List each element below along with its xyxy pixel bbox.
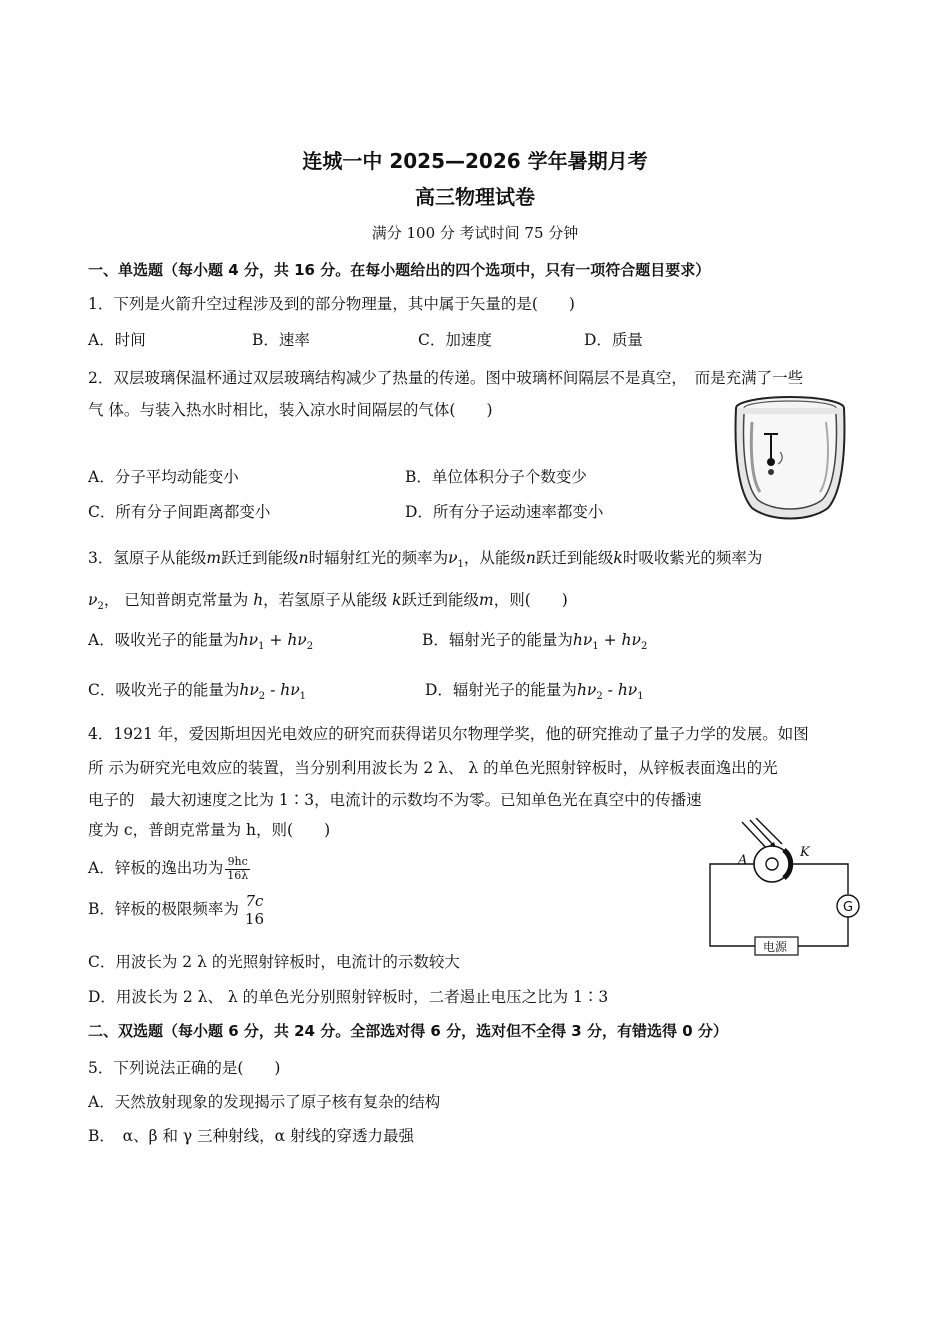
q3-operator: + — [264, 631, 288, 649]
q1-option-c: C．加速度 — [418, 331, 492, 349]
question-4-stem-line4: 度为 c，普朗克常量为 h，则( ) — [88, 821, 331, 839]
q2-option-b: B．单位体积分子个数变少 — [405, 468, 587, 486]
q3-option-a — [88, 628, 313, 652]
q3-text: 跃迁到能级 — [221, 549, 299, 567]
question-1-stem: 1．下列是火箭升空过程涉及到的部分物理量，其中属于矢量的是( ) — [88, 295, 575, 313]
q3-hv: hν — [617, 681, 638, 699]
q3-var-k: k — [392, 591, 402, 609]
q2-option-c: C．所有分子间距离都变小 — [88, 503, 271, 521]
q3-nu-symbol: ν — [88, 591, 98, 609]
q3-text: 跃迁到能级 — [401, 591, 480, 609]
q3-option-text: B．辐射光子的能量为 — [422, 631, 573, 649]
exam-subtitle: 高三物理试卷 — [415, 185, 535, 209]
q3-var-h: h — [253, 591, 264, 609]
q3-hv: hν — [280, 681, 300, 699]
question-5-stem: 5．下列说法正确的是( ) — [88, 1059, 281, 1077]
q3-var-m: m — [479, 591, 494, 609]
q3-hv: hν — [621, 631, 641, 649]
q4-option-d: D．用波长为 2 λ、 λ 的单色光分别照射锌板时，二者遏止电压之比为 1∶3 — [88, 988, 609, 1006]
question-3-stem-line1 — [88, 546, 762, 570]
q3-option-d — [425, 678, 644, 702]
q3-var-n: n — [298, 549, 309, 567]
q4-option-c: C．用波长为 2 λ 的光照射锌板时，电流计的示数较大 — [88, 953, 460, 971]
q3-formula — [238, 631, 314, 653]
q3-subscript: 2 — [97, 601, 104, 613]
figure-label-a: A — [738, 853, 748, 868]
q3-hv: hν — [238, 631, 259, 649]
q3-hv: hν — [287, 631, 307, 649]
q3-var-k: k — [613, 549, 623, 567]
q3-option-c — [88, 678, 306, 702]
q3-var-m: m — [206, 549, 222, 567]
power-source-label: 电源 — [763, 940, 788, 954]
q3-operator: + — [598, 631, 622, 649]
q3-subscript: 1 — [299, 691, 307, 703]
question-4-stem-line2: 所 示为研究光电效应的装置，当分别利用波长为 2 λ、 λ 的单色光照射锌板时，从锌板表面逸出的光 — [88, 759, 778, 777]
q3-var-n: n — [525, 549, 536, 567]
q4-option-text: B．锌板的极限频率为 — [88, 900, 239, 918]
q3-hv: hν — [239, 681, 259, 699]
q3-formula — [239, 681, 307, 703]
q4-option-text: A．锌板的逸出功为 — [88, 859, 224, 877]
q3-option-b — [422, 628, 647, 652]
exam-meta: 满分 100 分 考试时间 75 分钟 — [371, 224, 579, 242]
q2-option-d: D．所有分子运动速率都变小 — [405, 503, 604, 521]
q3-text: 3．氢原子从能级 — [88, 549, 207, 567]
question-3-stem-line2 — [88, 588, 568, 612]
q3-subscript: 1 — [592, 641, 599, 653]
photoelectric-circuit-figure — [700, 818, 860, 958]
fraction-denominator: 16λ — [227, 868, 249, 882]
section-heading-single-choice: 一、单选题（每小题 4 分，共 16 分。在每小题给出的四个选项中，只有一项符合题目要求） — [88, 261, 711, 279]
q5-option-a: A．天然放射现象的发现揭示了原子核有复杂的结构 — [88, 1093, 441, 1111]
q3-text: ， 已知普朗克常量为 — [103, 591, 249, 609]
question-4-stem-line3: 电子的 最大初速度之比为 1∶3，电流计的示数均不为零。已知单色光在真空中的传播速 — [88, 791, 702, 809]
q3-subscript: 2 — [640, 641, 648, 653]
q3-text: ，从能级 — [463, 549, 526, 567]
question-2-stem-line1: 2．双层玻璃保温杯通过双层玻璃结构减少了热量的传递。图中玻璃杯间隔层不是真空， 而是充满了一些 — [88, 369, 804, 387]
q1-option-a: A．时间 — [88, 331, 146, 349]
q3-option-text: C．吸收光子的能量为 — [88, 681, 240, 699]
q3-operator: - — [265, 681, 281, 699]
q3-option-text: A．吸收光子的能量为 — [88, 631, 239, 649]
question-2-stem-line2: 气 体。与装入热水时相比，装入凉水时间隔层的气体( ) — [88, 401, 493, 419]
q3-subscript: 2 — [306, 641, 314, 653]
q3-text: 时吸收紫光的频率为 — [622, 549, 763, 567]
q5-option-b: B． α、β 和 γ 三种射线，α 射线的穿透力最强 — [88, 1127, 415, 1145]
figure-label-k: K — [800, 845, 810, 860]
q3-subscript: 1 — [457, 559, 464, 571]
q1-option-d: D．质量 — [584, 331, 643, 349]
q3-subscript: 2 — [596, 691, 603, 703]
q3-option-text: D．辐射光子的能量为 — [425, 681, 577, 699]
q3-formula — [572, 631, 648, 653]
q3-hv: hν — [576, 681, 597, 699]
exam-title: 连城一中 2025—2026 学年暑期月考 — [302, 149, 648, 173]
fraction-numerator: 9hc — [225, 856, 250, 869]
q3-nu1 — [448, 549, 464, 571]
q3-text: ，则( ) — [493, 591, 568, 609]
q3-text: 时辐射红光的频率为 — [308, 549, 449, 567]
galvanometer-label: G — [843, 900, 854, 915]
question-4-stem-line1: 4．1921 年，爱因斯坦因光电效应的研究而获得诺贝尔物理学奖，他的研究推动了量子力学的发展。如图 — [88, 725, 809, 743]
q3-subscript: 1 — [258, 641, 265, 653]
q3-operator: - — [602, 681, 618, 699]
q4-b-fraction — [245, 892, 264, 928]
q1-option-b: B．速率 — [252, 331, 310, 349]
q4-option-b — [88, 892, 264, 928]
double-glass-cup-figure — [730, 392, 850, 522]
q4-option-a — [88, 856, 250, 882]
q3-text: ，若氢原子从能级 — [263, 591, 388, 609]
section-heading-double-choice: 二、双选题（每小题 6 分，共 24 分。全部选对得 6 分，选对但不全得 3 分，有错选得 0 分） — [88, 1022, 728, 1040]
q4-a-fraction — [225, 856, 250, 881]
q3-hv: hν — [572, 631, 593, 649]
q3-text: 跃迁到能级 — [535, 549, 614, 567]
q3-nu-symbol: ν — [448, 549, 458, 567]
q3-subscript: 1 — [637, 691, 644, 703]
q2-option-a: A．分子平均动能变小 — [88, 468, 239, 486]
q3-nu2 — [88, 591, 104, 613]
q3-formula — [576, 681, 644, 703]
fraction-numerator: 7c — [245, 892, 264, 910]
fraction-denominator: 16 — [244, 910, 264, 928]
q3-subscript: 2 — [258, 691, 266, 703]
